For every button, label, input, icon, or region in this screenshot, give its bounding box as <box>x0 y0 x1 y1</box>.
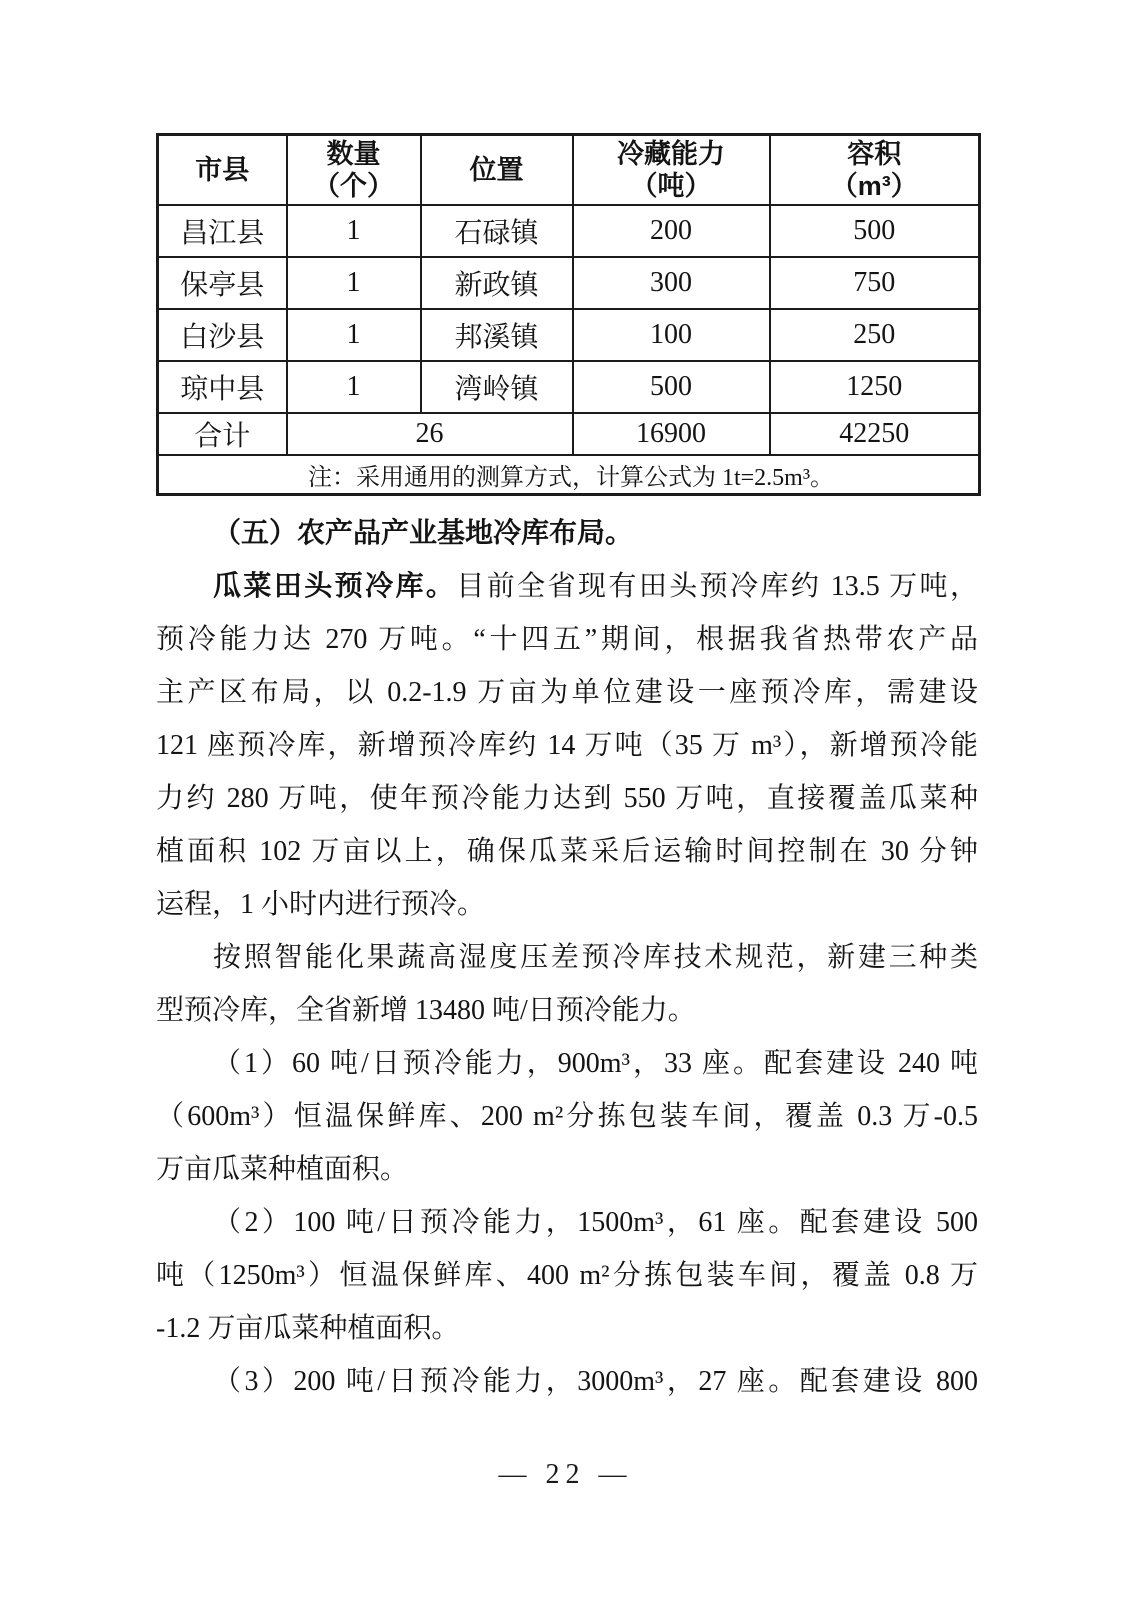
body-line <box>156 1355 978 1408</box>
table-cell: 湾岭镇 <box>421 361 573 413</box>
header-title: 数量 <box>326 138 381 169</box>
table-cell: 1 <box>287 205 421 257</box>
text-segment: （2）100 吨/日预冷能力，1500m³，61 座。配套建设 500 <box>213 1207 978 1238</box>
body-line <box>156 1090 978 1143</box>
text-segment: 121 座预冷库，新增预冷库约 14 万吨（35 万 m³），新增预冷能 <box>156 730 978 761</box>
body-text <box>156 507 978 1408</box>
header-unit: （m³） <box>830 170 918 201</box>
table-cell: 1 <box>287 361 421 413</box>
total-volume: 42250 <box>770 413 980 455</box>
table-cell: 白沙县 <box>158 309 287 361</box>
text-segment: 植面积 102 万亩以上，确保瓜菜采后运输时间控制在 30 分钟 <box>156 836 978 867</box>
text-segment: （1）60 吨/日预冷能力，900m³，33 座。配套建设 240 吨 <box>213 1048 978 1079</box>
table-note-row <box>158 455 980 495</box>
header-title: 位置 <box>469 154 524 185</box>
text-segment: 预冷能力达 270 万吨。“十四五”期间，根据我省热带农产品 <box>156 624 978 655</box>
table-cell: 250 <box>770 309 980 361</box>
page-number: — 22 — <box>498 1459 633 1490</box>
table-cell: 邦溪镇 <box>421 309 573 361</box>
header-unit: （吨） <box>630 170 712 201</box>
body-line <box>156 931 978 984</box>
header-title: 容积 <box>847 138 902 169</box>
text-segment: 目前全省现有田头预冷库约 13.5 万吨， <box>456 571 978 602</box>
body-line <box>156 1196 978 1249</box>
table-cell: 100 <box>573 309 770 361</box>
table-cell: 1 <box>287 309 421 361</box>
body-line <box>156 613 978 666</box>
body-line <box>156 1143 978 1196</box>
text-segment: 按照智能化果蔬高湿度压差预冷库技术规范，新建三种类 <box>213 942 978 973</box>
table-total-row <box>158 413 980 455</box>
table-cell: 500 <box>770 205 980 257</box>
text-segment: 运程，1 小时内进行预冷。 <box>156 889 486 920</box>
body-line <box>156 719 978 772</box>
column-header <box>770 135 980 205</box>
total-count: 26 <box>287 413 573 455</box>
body-line <box>156 772 978 825</box>
column-header <box>573 135 770 205</box>
table-cell: 750 <box>770 257 980 309</box>
text-segment: 瓜菜田头预冷库。 <box>213 571 457 602</box>
text-segment: 力约 280 万吨，使年预冷能力达到 550 万吨，直接覆盖瓜菜种 <box>156 783 978 814</box>
text-segment: 主产区布局，以 0.2-1.9 万亩为单位建设一座预冷库，需建设 <box>156 677 978 708</box>
table-row <box>158 205 980 257</box>
column-header <box>158 135 287 205</box>
text-segment: 万亩瓜菜种植面积。 <box>156 1154 409 1185</box>
body-line <box>156 984 978 1037</box>
table-note: 注：采用通用的测算方式，计算公式为 1t=2.5m³。 <box>158 455 980 495</box>
table-row <box>158 309 980 361</box>
body-line <box>156 1249 978 1302</box>
column-header <box>287 135 421 205</box>
table-cell: 300 <box>573 257 770 309</box>
table-cell: 琼中县 <box>158 361 287 413</box>
table-row <box>158 361 980 413</box>
column-header <box>421 135 573 205</box>
table-header-row <box>158 135 980 205</box>
header-title: 市县 <box>195 154 250 185</box>
table-cell: 昌江县 <box>158 205 287 257</box>
table-cell: 保亭县 <box>158 257 287 309</box>
header-title: 冷藏能力 <box>617 138 725 169</box>
body-line <box>156 1037 978 1090</box>
cold-storage-table <box>156 133 981 496</box>
total-label: 合计 <box>158 413 287 455</box>
body-line <box>156 1302 978 1355</box>
body-line <box>156 878 978 931</box>
body-line <box>156 666 978 719</box>
total-capacity: 16900 <box>573 413 770 455</box>
header-unit: （个） <box>313 170 394 201</box>
table-cell: 200 <box>573 205 770 257</box>
table-cell: 500 <box>573 361 770 413</box>
table-cell: 1 <box>287 257 421 309</box>
text-segment: 吨（1250m³）恒温保鲜库、400 m²分拣包装车间，覆盖 0.8 万 <box>156 1260 978 1291</box>
text-segment: （3）200 吨/日预冷能力，3000m³，27 座。配套建设 800 <box>213 1366 978 1397</box>
page-content <box>156 133 978 1408</box>
table-cell: 新政镇 <box>421 257 573 309</box>
text-segment: （600m³）恒温保鲜库、200 m²分拣包装车间，覆盖 0.3 万-0.5 <box>156 1101 978 1132</box>
table-cell: 1250 <box>770 361 980 413</box>
section-heading: （五）农产品产业基地冷库布局。 <box>213 518 634 549</box>
text-segment: 型预冷库，全省新增 13480 吨/日预冷能力。 <box>156 995 696 1026</box>
table-row <box>158 257 980 309</box>
text-segment: -1.2 万亩瓜菜种植面积。 <box>156 1313 460 1344</box>
table-cell: 石碌镇 <box>421 205 573 257</box>
body-line <box>156 560 978 613</box>
body-line <box>156 825 978 878</box>
